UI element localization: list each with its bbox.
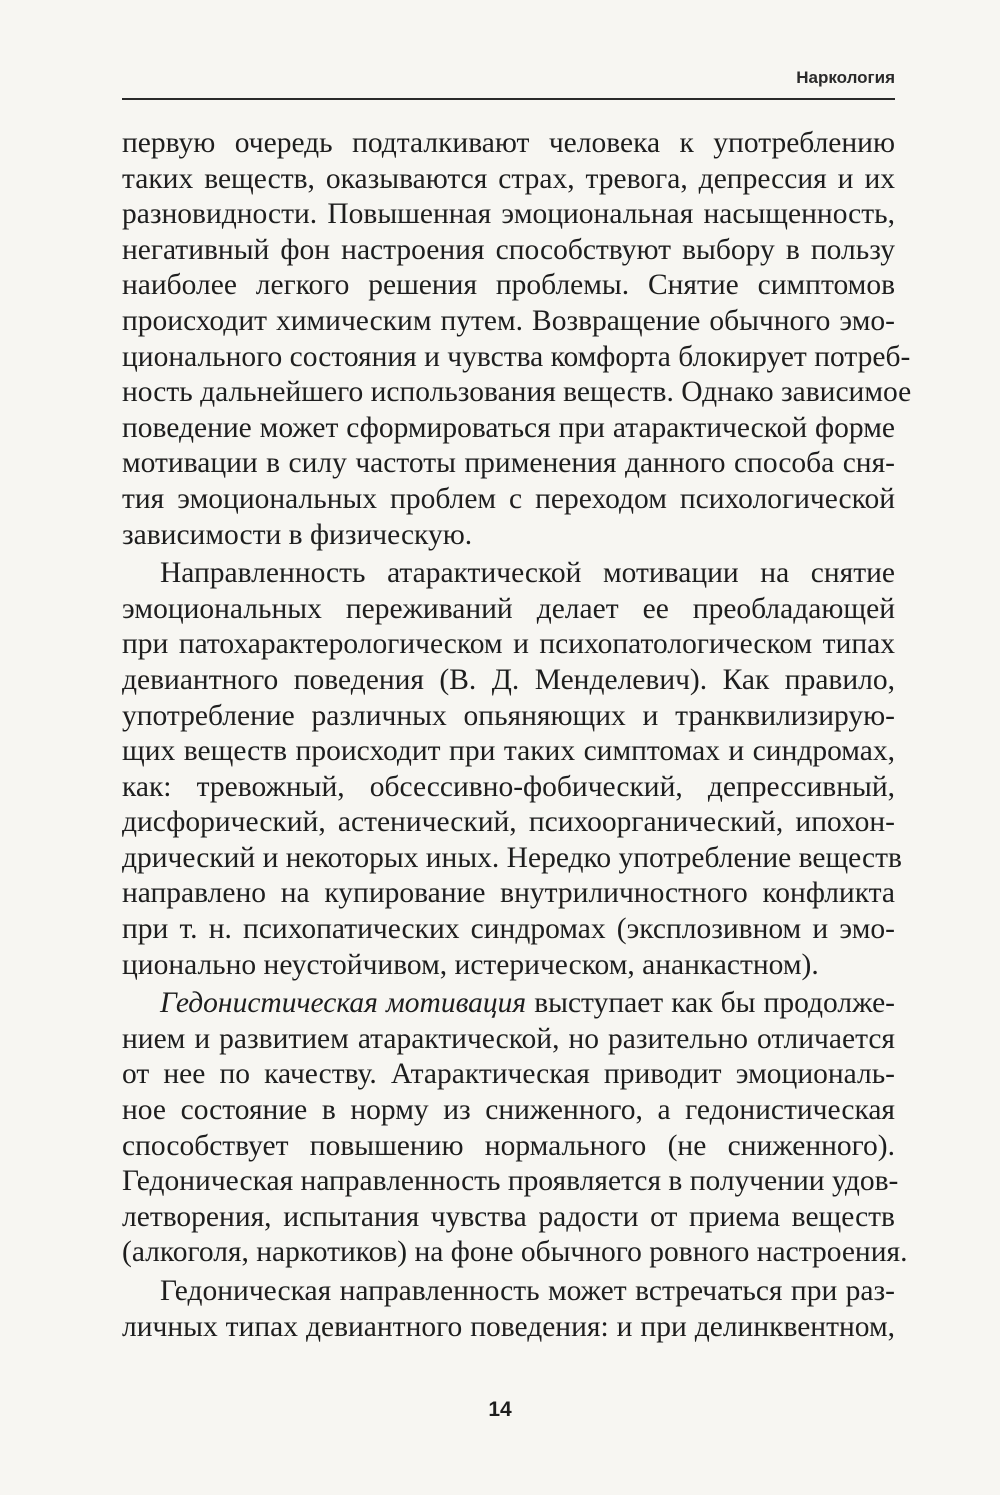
text-line: Гедоническая направленность проявляется в получении удов- — [122, 1165, 899, 1198]
running-header — [122, 62, 895, 100]
text-line: ционально неустойчивом, истерическом, ананкастном). — [122, 948, 819, 981]
text-line: ность дальнейшего использования веществ. Однако зависимое — [122, 376, 912, 409]
text-line: употребление различных опьяняющих и транквилизирую- — [122, 699, 895, 732]
text-line: дисфорический, астенический, психоорганический, ипохон- — [122, 806, 895, 839]
text-line: дрический и некоторых иных. Нередко употребление веществ — [122, 841, 902, 874]
text-line: при т. н. психопатических синдромах (эксплозивном и эмо- — [122, 913, 895, 946]
text-line: Гедоническая направленность может встречаться при раз- — [160, 1275, 895, 1307]
text-line: (алкоголя, наркотиков) на фоне обычного ровного настроения. — [122, 1236, 908, 1269]
text-line: щих веществ происходит при таких симптомах и синдромах, — [122, 735, 895, 768]
text-line: способствует повышению нормального (не сниженного). — [122, 1129, 895, 1162]
text-line: эмоциональных переживаний делает ее преобладающей — [122, 592, 895, 625]
text-line: девиантного поведения (В. Д. Менделевич). Как правило, — [122, 663, 895, 696]
text-line: от нее по качеству. Атарактическая приводит эмоциональ- — [122, 1058, 895, 1091]
text-line: зависимости в физическую. — [122, 518, 473, 551]
paragraph-1 — [122, 126, 912, 553]
text-line: тия эмоциональных проблем с переходом психологической — [122, 482, 895, 515]
running-title: Наркология — [796, 68, 895, 87]
text-line: происходит химическим путем. Возвращение обычного эмо- — [122, 304, 895, 337]
text-line: Направленность атарактической мотивации на снятие — [160, 557, 895, 590]
text-line: направлено на купирование внутриличностного конфликта — [122, 877, 895, 910]
text-line: поведение может сформироваться при атарактической форме — [122, 411, 895, 444]
body-text — [122, 126, 912, 1345]
text-line: разновидности. Повышенная эмоциональная насыщенность, — [122, 198, 895, 231]
page-number: 14 — [488, 1398, 512, 1421]
paragraph-4 — [122, 1274, 895, 1345]
text-line: наиболее легкого решения проблемы. Снятие симптомов — [122, 269, 895, 302]
text-run: выступает как бы продолже- — [526, 987, 895, 1020]
text-line — [122, 986, 895, 1022]
text-line: при патохарактерологическом и психопатологическом типах — [122, 628, 895, 661]
text-line: мотивации в силу частоты применения данного способа сня- — [122, 447, 895, 480]
text-line: ное состояние в норму из сниженного, а гедонистическая — [122, 1094, 895, 1127]
italic-term: Гедонистическая мотивация — [160, 987, 527, 1020]
text-line: негативный фон настроения способствуют выбору в пользу — [122, 233, 895, 266]
text-line: ционального состояния и чувства комфорта блокирует потреб- — [122, 340, 911, 373]
text-line: нием и развитием атарактической, но разительно отличается — [122, 1022, 895, 1055]
text-line: летворения, испытания чувства радости от приема веществ — [122, 1200, 895, 1233]
text-line: таких веществ, оказываются страх, тревога, депрессия и их — [122, 162, 895, 195]
paragraph-2 — [122, 556, 902, 983]
paragraph-3 — [122, 986, 908, 1271]
text-line: личных типах девиантного поведения: и при делинквентном, — [122, 1310, 895, 1343]
text-line: первую очередь подталкивают человека к употреблению — [122, 127, 895, 159]
text-line: как: тревожный, обсессивно-фобический, депрессивный, — [122, 770, 895, 803]
